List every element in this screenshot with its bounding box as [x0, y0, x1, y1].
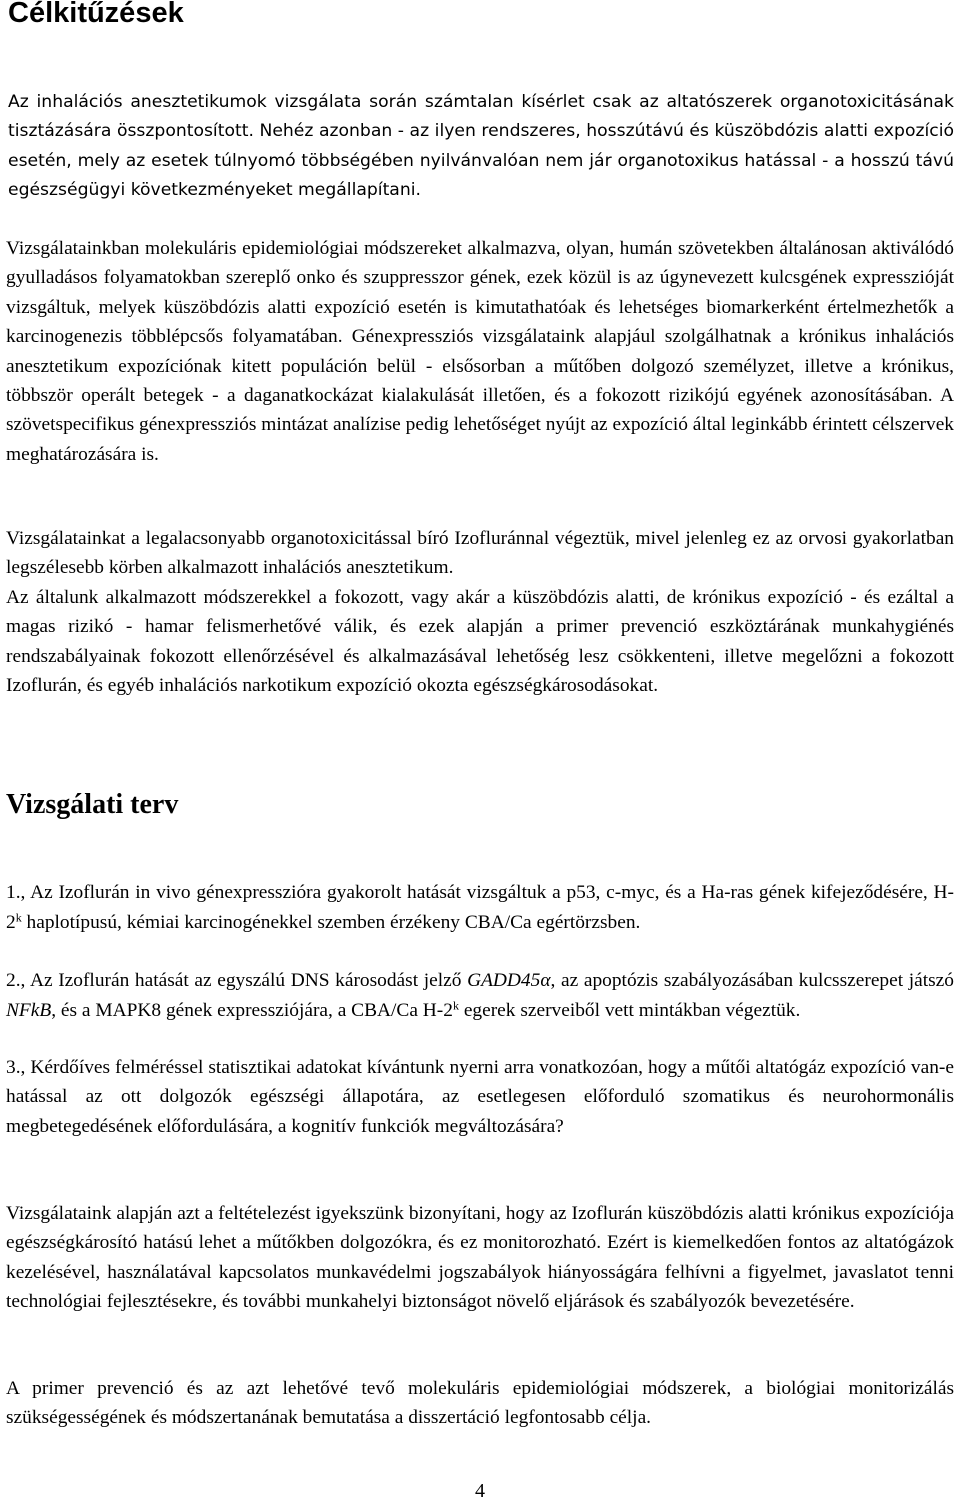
gene-name-gadd45a: GADD45α [467, 970, 551, 991]
plan-item-1-text-a: 1., Az Izoflurán in vivo génexpresszióra gyakorolt hatását vizsgáltuk a p53, c-myc, és a Ha-ras gének kifejeződésére, H-2 [6, 882, 954, 933]
plan-item-1 [6, 878, 954, 938]
section-heading-celkituzesek: Célkitűzések [8, 0, 184, 29]
section-heading-vizsgalati-terv: Vizsgálati terv [6, 789, 179, 820]
paragraph-isoflurane: Vizsgálatainkat a legalacsonyabb organotoxicitással bíró Izofluránnal végeztük, mivel jelenleg ez az orvosi gyakorlatban legszélesebb körben alkalmazott inhalációs anesztetikum. [6, 528, 954, 579]
paragraph-hypothesis: Vizsgálataink alapján azt a feltételezést igyekszünk bizonyítani, hogy az Izoflurán küszöbdózis alatti krónikus expozíciója egészségkárosító hatású lehet a műtőkben dolgozókra, és ez monitorozható. Ezért is kiemelkedően fontos az altatógázok kezelésével, használatával kapcsolatos munkavédelmi jogszabályok hiányosságára felhívni a figyelmet, javaslatot tenni technológiai fejlesztésekre, és további munkahelyi biztonságot növelő eljárások és szabályozók bevezetésére. [6, 1203, 954, 1313]
paragraph-goal: A primer prevenció és az azt lehetővé tevő molekuláris epidemiológiai módszerek, a biológiai monitorizálás szükségességének és módszertanának bemutatása a disszertáció legfontosabb célja. [6, 1378, 954, 1429]
paragraph-intro: Az inhalációs anesztetikumok vizsgálata során számtalan kísérlet csak az altatószerek organotoxicitásának tisztázására összpontosított. Nehéz azonban - az ilyen rendszeres, hosszútávú és küszöbdózis alatti expozíció esetén, mely az esetek túlnyomó többségében nyilvánvalóan nem jár organotoxikus hatással - a hosszú távú egészségügyi következményeket megállapítani. [8, 92, 954, 201]
plan-item-1-superscript: k [15, 910, 22, 925]
plan-item-2-superscript: k [452, 998, 459, 1013]
plan-item-1-text-b: haplotípusú, kémiai karcinogénekkel szemben érzékeny CBA/Ca egértörzsben. [21, 912, 641, 933]
gene-name-nfkb: NFkB [6, 1000, 52, 1021]
page-number: 4 [475, 1480, 485, 1502]
plan-item-2-text-b: , az apoptózis szabályozásában kulcsszerepet játszó [550, 970, 954, 991]
plan-item-2-text-c: , és a MAPK8 gének expressziójára, a CBA/Ca H-2 [51, 1000, 453, 1021]
paragraph-prevention: Az általunk alkalmazott módszerekkel a fokozott, vagy akár a küszöbdózis alatti, de krónikus expozíció - és ezáltal a magas rizikó - hamar felismerhetővé válik, és ezek alapján a primer prevenció eszköztárának munkahygiénés rendszabályainak fokozott ellenőrzésével és alkalmazásával lehetőség lesz csökkenteni, illetve megelőzni a fokozott Izoflurán, és egyéb inhalációs narkotikum expozíció okozta egészségkárosodásokat. [6, 587, 954, 697]
paragraph-methods: Vizsgálatainkban molekuláris epidemiológiai módszereket alkalmazva, olyan, humán szövetekben általánosan aktiválódó gyulladásos folyamatokban szereplő onko és szuppresszor gének, ezek közül is az úgynevezett kulcsgének expresszióját vizsgáltuk, melyek küszöbdózis alatti expozíció esetén is kimutathatóak és lehetséges biomarkerként értelmezhetők a karcinogenezis többlépcsős folyamatában. Génexpressziós vizsgálataink alapjául szolgálhatnak a krónikus inhalációs anesztetikum expozíciónak kitett populáción belül - elsősorban a műtőben dolgozó személyzet, illetve a krónikus, többször operált betegek - a daganatkockázat kialakulását illetően, és a fokozott rizikójú egyének azonosításában. A szövetspecifikus génexpressziós mintázat analízise pedig lehetőséget nyújt az expozíció által leginkább érintett célszervek meghatározására is. [6, 238, 954, 465]
plan-item-2-text-a: 2., Az Izoflurán hatását az egyszálú DNS károsodást jelző [6, 970, 468, 991]
plan-item-2-text-d: egerek szerveiből vett mintákban végeztük. [458, 1000, 801, 1021]
plan-item-2 [6, 966, 954, 1026]
plan-item-3: 3., Kérdőíves felméréssel statisztikai adatokat kívántunk nyerni arra vonatkozóan, hogy a műtői altatógáz expozíció van-e hatással az ott dolgozók egészségi állapotára, az esetlegesen előforduló szomatikus és neurohormonális megbetegedésének előfordulására, a kognitív funkciók megváltozására? [6, 1057, 954, 1137]
